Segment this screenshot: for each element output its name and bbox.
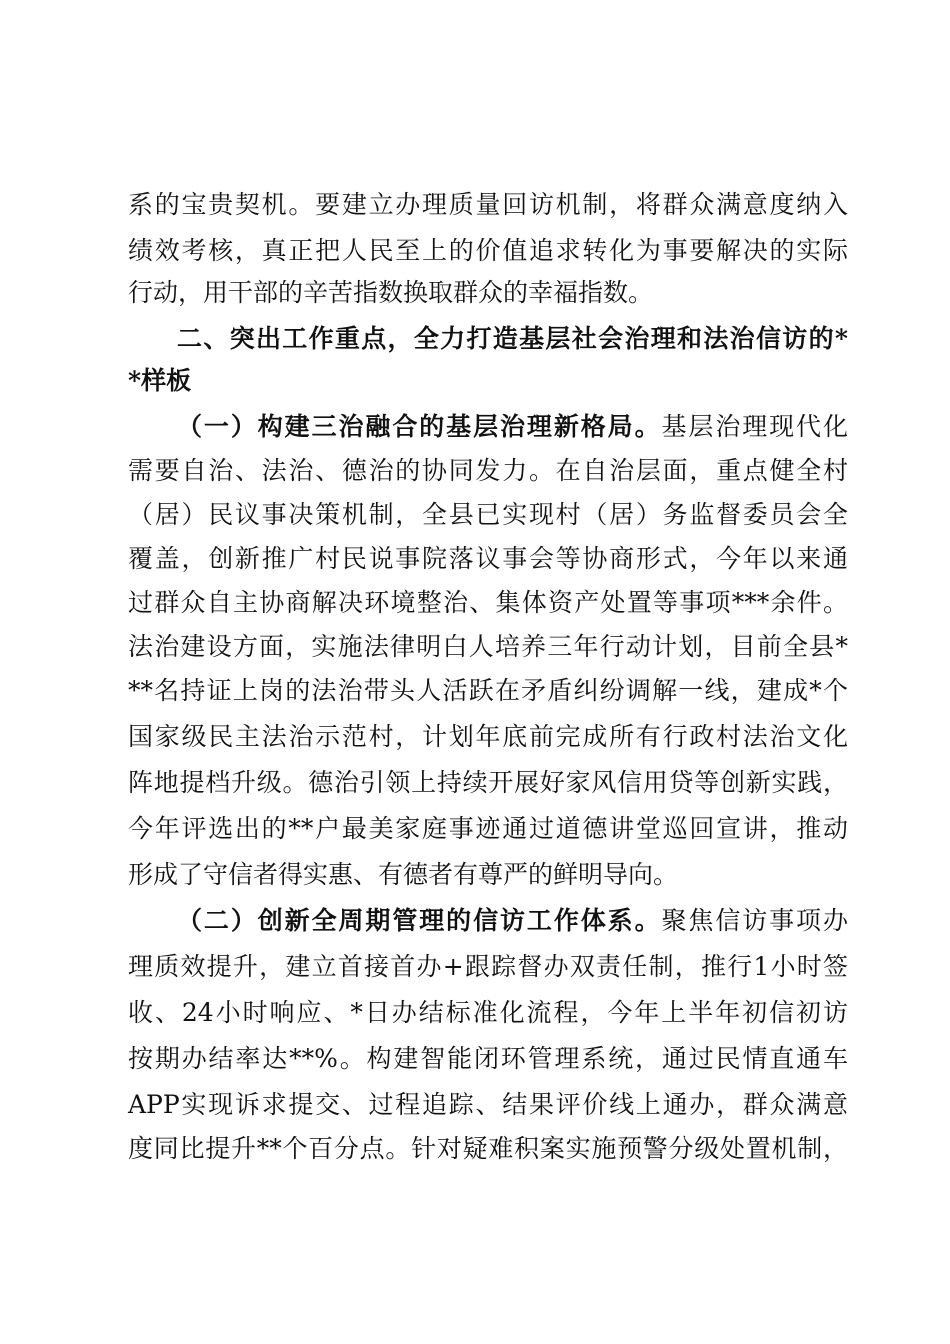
paragraph-1-line-1: 系的宝贵契机。要建立办理质量回访机制，将群众满意度纳入 — [128, 190, 848, 219]
section-2-title: （二）创新全周期管理的信访工作体系。 — [177, 906, 662, 935]
section-1-line-4: 覆盖，创新推广村民说事院落议事会等协商形式，今年以来通 — [128, 544, 848, 573]
paragraph-1-line-2: 绩效考核，真正把人民至上的价值追求转化为事要解决的实际 — [128, 236, 848, 265]
section-2-line-4: 按期办结率达**%。构建智能闭环管理系统，通过民情直通车 — [128, 1044, 848, 1073]
section-2-first-line — [177, 898, 848, 944]
section-1-line-2: 需要自治、法治、德治的协同发力。在自治层面，重点健全村 — [128, 456, 848, 485]
section-1-title: （一）构建三治融合的基层治理新格局。 — [177, 412, 662, 441]
section-1-line-6: 法治建设方面，实施法律明白人培养三年行动计划，目前全县* — [128, 632, 848, 661]
heading-2-line-2: *样板 — [128, 366, 192, 395]
section-1-first-line-rest: 基层治理现代化 — [661, 412, 848, 441]
section-1-line-3: （居）民议事决策机制，全县已实现村（居）务监督委员会全 — [128, 500, 848, 529]
section-1-line-10: 今年评选出的**户最美家庭事迹通过道德讲堂巡回宣讲，推动 — [128, 814, 848, 843]
section-1-first-line — [177, 404, 848, 450]
heading-2-line-1: 二、突出工作重点，全力打造基层社会治理和法治信访的* — [177, 324, 848, 353]
section-1-line-9: 阵地提档升级。德治引领上持续开展好家风信用贷等创新实践， — [128, 768, 848, 797]
section-1-line-7: **名持证上岗的法治带头人活跃在矛盾纠纷调解一线，建成*个 — [128, 676, 848, 705]
section-1-line-8: 国家级民主法治示范村，计划年底前完成所有行政村法治文化 — [128, 722, 848, 751]
section-1-line-11: 形成了守信者得实惠、有德者有尊严的鲜明导向。 — [128, 860, 679, 889]
section-2-line-3: 收、24小时响应、*日办结标准化流程，今年上半年初信初访 — [128, 998, 848, 1027]
paragraph-1-line-3: 行动，用干部的辛苦指数换取群众的幸福指数。 — [128, 278, 654, 307]
section-2-line-6: 度同比提升**个百分点。针对疑难积案实施预警分级处置机制， — [128, 1134, 848, 1163]
section-2-line-2: 理质效提升，建立首接首办+跟踪督办双责任制，推行1小时签 — [128, 952, 848, 981]
section-2-line-5: APP实现诉求提交、过程追踪、结果评价线上通办，群众满意 — [128, 1090, 848, 1119]
section-1-line-5: 过群众自主协商解决环境整治、集体资产处置等事项***余件。 — [128, 588, 848, 617]
section-2-first-line-rest: 聚焦信访事项办 — [661, 906, 848, 935]
